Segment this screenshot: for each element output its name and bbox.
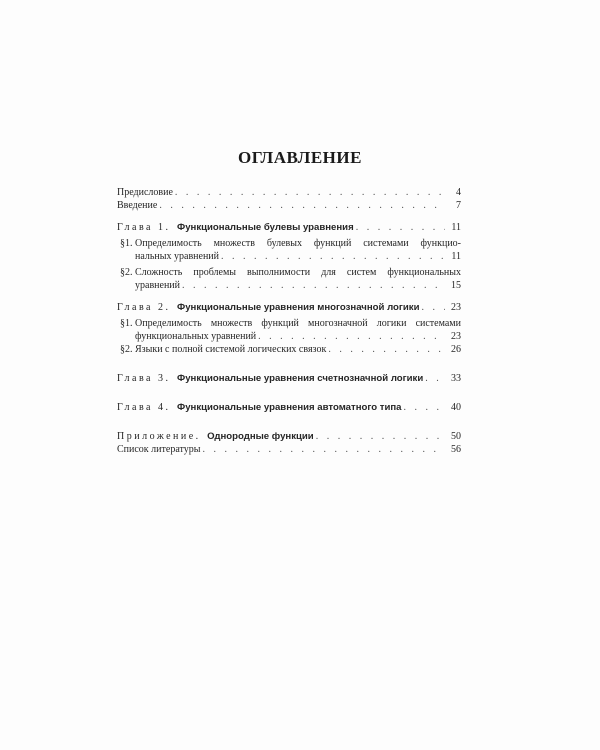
toc-page-number: 4 [456, 187, 461, 198]
toc-chapter-3[interactable] [117, 372, 461, 385]
appendix-title: Однородные функции [207, 431, 314, 442]
toc-entry-label: Введение [117, 200, 158, 211]
toc-page-number: 11 [451, 251, 461, 262]
toc-page-number: 50 [451, 431, 461, 442]
dot-leader [316, 430, 445, 443]
toc-page-number: 23 [451, 331, 461, 342]
section-title-line: Определимость множеств булевых функций системами функцио- [135, 238, 461, 249]
chapter-title: Функциональные уравнения автоматного типа [177, 402, 402, 413]
dot-leader [221, 250, 445, 263]
toc-entry-label: Список литературы [117, 444, 201, 455]
dot-leader [182, 279, 445, 292]
chapter-title: Функциональные уравнения счетнозначной логики [177, 373, 424, 384]
section-title-line: Языки с полной системой логических связок [135, 344, 327, 355]
toc-chapter-1[interactable] [117, 221, 461, 234]
toc-section-2-1[interactable] [117, 317, 461, 343]
table-of-contents [117, 186, 461, 456]
toc-chapter-2[interactable] [117, 301, 461, 314]
page-title: ОГЛАВЛЕНИЕ [238, 148, 362, 167]
dot-leader [159, 199, 445, 212]
dot-leader [422, 301, 446, 314]
toc-page-number: 56 [451, 444, 461, 455]
toc-page-number: 33 [451, 373, 461, 384]
chapter-prefix: Глава 4. [117, 402, 171, 413]
toc-page-number: 15 [451, 280, 461, 291]
toc-entry-introduction[interactable] [117, 199, 461, 212]
chapter-prefix: Глава 1. [117, 222, 171, 233]
section-title-line: нальных уравнений [135, 251, 220, 262]
toc-chapter-4[interactable] [117, 401, 461, 414]
dot-leader [328, 343, 445, 356]
section-number: §1. [120, 238, 133, 249]
toc-entry-appendix[interactable] [117, 430, 461, 443]
section-title-line: Определимость множеств функций многозначной логики системами [135, 318, 461, 329]
section-number: §2. [120, 344, 133, 355]
appendix-prefix: Приложение. [117, 431, 201, 442]
chapter-prefix: Глава 3. [117, 373, 171, 384]
toc-entry-references[interactable] [117, 443, 461, 456]
section-number: §1. [120, 318, 133, 329]
toc-page-number: 26 [451, 344, 461, 355]
toc-page-number: 40 [451, 402, 461, 413]
toc-section-1-2[interactable] [117, 266, 461, 292]
dot-leader [425, 372, 445, 385]
dot-leader [258, 330, 445, 343]
section-number: §2. [120, 267, 133, 278]
chapter-title: Функциональные булевы уравнения [177, 222, 354, 233]
dot-leader [356, 221, 445, 234]
toc-page-number: 23 [451, 302, 461, 313]
toc-page-number: 7 [456, 200, 461, 211]
dot-leader [175, 186, 445, 199]
toc-entry-label: Предисловие [117, 187, 173, 198]
section-title-line: Сложность проблемы выполнимости для систем функциональных [135, 267, 461, 278]
dot-leader [202, 443, 445, 456]
dot-leader [403, 401, 445, 414]
section-title-line: функциональных уравнений [135, 331, 257, 342]
toc-section-1-1[interactable] [117, 237, 461, 263]
toc-section-2-2[interactable] [117, 343, 461, 356]
chapter-prefix: Глава 2. [117, 302, 171, 313]
toc-entry-preface[interactable] [117, 186, 461, 199]
toc-page-number: 11 [451, 222, 461, 233]
chapter-title: Функциональные уравнения многозначной логики [177, 302, 420, 313]
section-title-line: уравнений [135, 280, 181, 291]
